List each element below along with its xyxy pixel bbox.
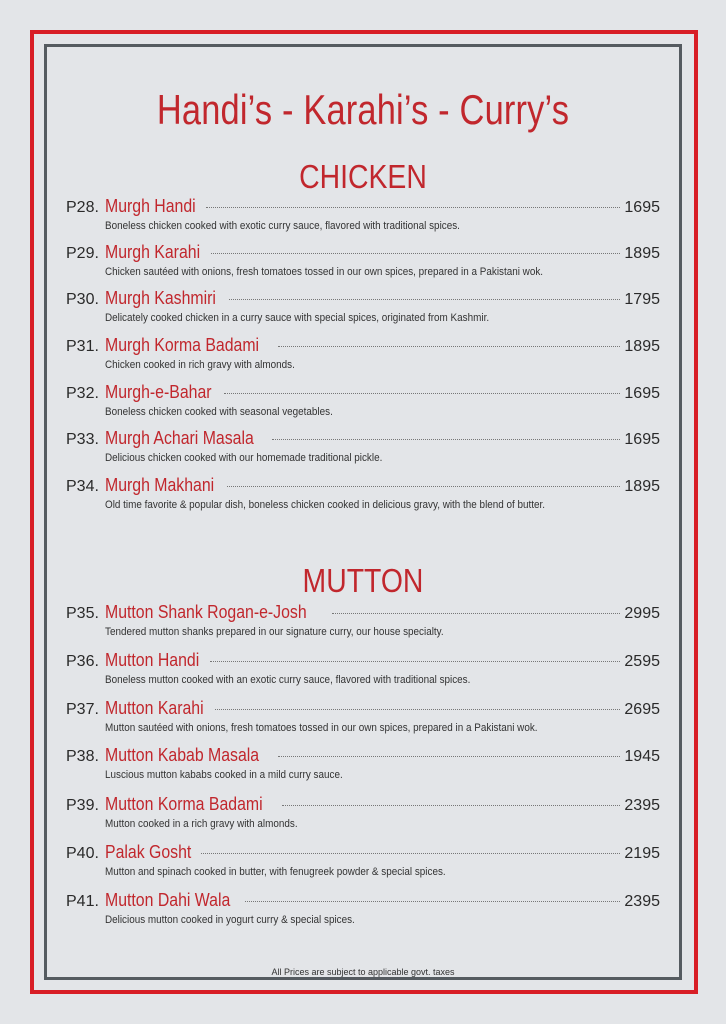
item-price: 2995	[624, 605, 660, 622]
dot-leader	[215, 709, 620, 710]
menu-item	[66, 335, 660, 375]
item-description: Mutton cooked in a rich gravy with almonds.	[105, 818, 298, 830]
item-price: 1945	[624, 748, 660, 765]
menu-item	[66, 794, 660, 834]
menu-item	[66, 745, 660, 785]
item-name: Murgh Korma Badami	[105, 335, 260, 355]
menu-title: Handi’s - Karahi’s - Curry’s	[156, 86, 570, 133]
dot-leader	[227, 486, 620, 487]
item-price: 1695	[624, 431, 660, 448]
item-code: P40.	[66, 845, 99, 862]
item-name: Mutton Dahi Wala	[105, 890, 231, 910]
item-price: 1895	[624, 338, 660, 355]
item-name: Mutton Handi	[105, 650, 200, 670]
item-name: Murgh Makhani	[105, 475, 215, 495]
item-code: P30.	[66, 291, 99, 308]
menu-item	[66, 890, 660, 930]
item-code: P29.	[66, 245, 99, 262]
item-code: P35.	[66, 605, 99, 622]
price-disclaimer	[0, 967, 726, 977]
item-description: Boneless mutton cooked with an exotic curry sauce, flavored with traditional spices.	[105, 674, 471, 686]
dot-leader	[332, 613, 620, 614]
dot-leader	[210, 661, 620, 662]
item-code: P39.	[66, 797, 99, 814]
item-name: Palak Gosht	[105, 842, 192, 862]
item-price: 1895	[624, 478, 660, 495]
menu-item	[66, 698, 660, 738]
item-description: Mutton and spinach cooked in butter, with fenugreek powder & special spices.	[105, 866, 446, 878]
item-price: 2695	[624, 701, 660, 718]
item-name: Murgh Achari Masala	[105, 428, 254, 448]
item-description: Mutton sautéed with onions, fresh tomatoes tossed in our own spices, prepared in a Pakistani wok.	[105, 722, 538, 734]
item-description: Delicately cooked chicken in a curry sauce with special spices, originated from Kashmir.	[105, 312, 490, 324]
dot-leader	[211, 253, 620, 254]
item-description: Chicken sautéed with onions, fresh tomatoes tossed in our own spices, prepared in a Pakistani wok.	[105, 266, 544, 278]
item-price: 2595	[624, 653, 660, 670]
menu-item	[66, 842, 660, 882]
item-price: 1695	[624, 385, 660, 402]
item-code: P31.	[66, 338, 99, 355]
item-code: P41.	[66, 893, 99, 910]
item-price: 1795	[624, 291, 660, 308]
item-code: P34.	[66, 478, 99, 495]
item-price: 1895	[624, 245, 660, 262]
menu-item	[66, 242, 660, 282]
item-price: 1695	[624, 199, 660, 216]
item-description: Luscious mutton kababs cooked in a mild curry sauce.	[105, 769, 343, 781]
dot-leader	[272, 439, 620, 440]
menu-item	[66, 382, 660, 422]
dot-leader	[206, 207, 620, 208]
dot-leader	[229, 299, 620, 300]
item-name: Murgh Kashmiri	[105, 288, 216, 308]
item-name: Murgh-e-Bahar	[105, 382, 212, 402]
item-code: P36.	[66, 653, 99, 670]
item-description: Old time favorite & popular dish, boneless chicken cooked in delicious gravy, with the blend of butter.	[105, 499, 546, 511]
item-code: P38.	[66, 748, 99, 765]
item-description: Tendered mutton shanks prepared in our signature curry, our house specialty.	[105, 626, 444, 638]
item-name: Mutton Kabab Masala	[105, 745, 260, 765]
item-name: Murgh Karahi	[105, 242, 201, 262]
item-code: P37.	[66, 701, 99, 718]
dot-leader	[282, 805, 620, 806]
item-code: P32.	[66, 385, 99, 402]
item-price: 2195	[624, 845, 660, 862]
menu-item	[66, 602, 660, 642]
item-name: Mutton Korma Badami	[105, 794, 263, 814]
item-name: Mutton Karahi	[105, 698, 204, 718]
menu-item	[66, 650, 660, 690]
dot-leader	[224, 393, 620, 394]
item-description: Delicious chicken cooked with our homemade traditional pickle.	[105, 452, 383, 464]
section-title-chicken: CHICKEN	[299, 158, 427, 195]
menu-item	[66, 196, 660, 236]
section-title-mutton: MUTTON	[302, 562, 424, 599]
item-name: Mutton Shank Rogan-e-Josh	[105, 602, 307, 622]
dot-leader	[245, 901, 620, 902]
item-description: Chicken cooked in rich gravy with almonds.	[105, 359, 295, 371]
menu-item	[66, 475, 660, 515]
dot-leader	[201, 853, 620, 854]
item-description: Boneless chicken cooked with exotic curry sauce, flavored with traditional spices.	[105, 220, 460, 232]
menu-item	[66, 428, 660, 468]
menu-item	[66, 288, 660, 328]
item-price: 2395	[624, 893, 660, 910]
item-code: P28.	[66, 199, 99, 216]
dot-leader	[278, 346, 620, 347]
price-disclaimer-text: All Prices are subject to applicable govt. taxes	[265, 967, 460, 977]
item-price: 2395	[624, 797, 660, 814]
dot-leader	[278, 756, 620, 757]
item-code: P33.	[66, 431, 99, 448]
item-name: Murgh Handi	[105, 196, 196, 216]
item-description: Delicious mutton cooked in yogurt curry & special spices.	[105, 914, 355, 926]
item-description: Boneless chicken cooked with seasonal vegetables.	[105, 406, 333, 418]
